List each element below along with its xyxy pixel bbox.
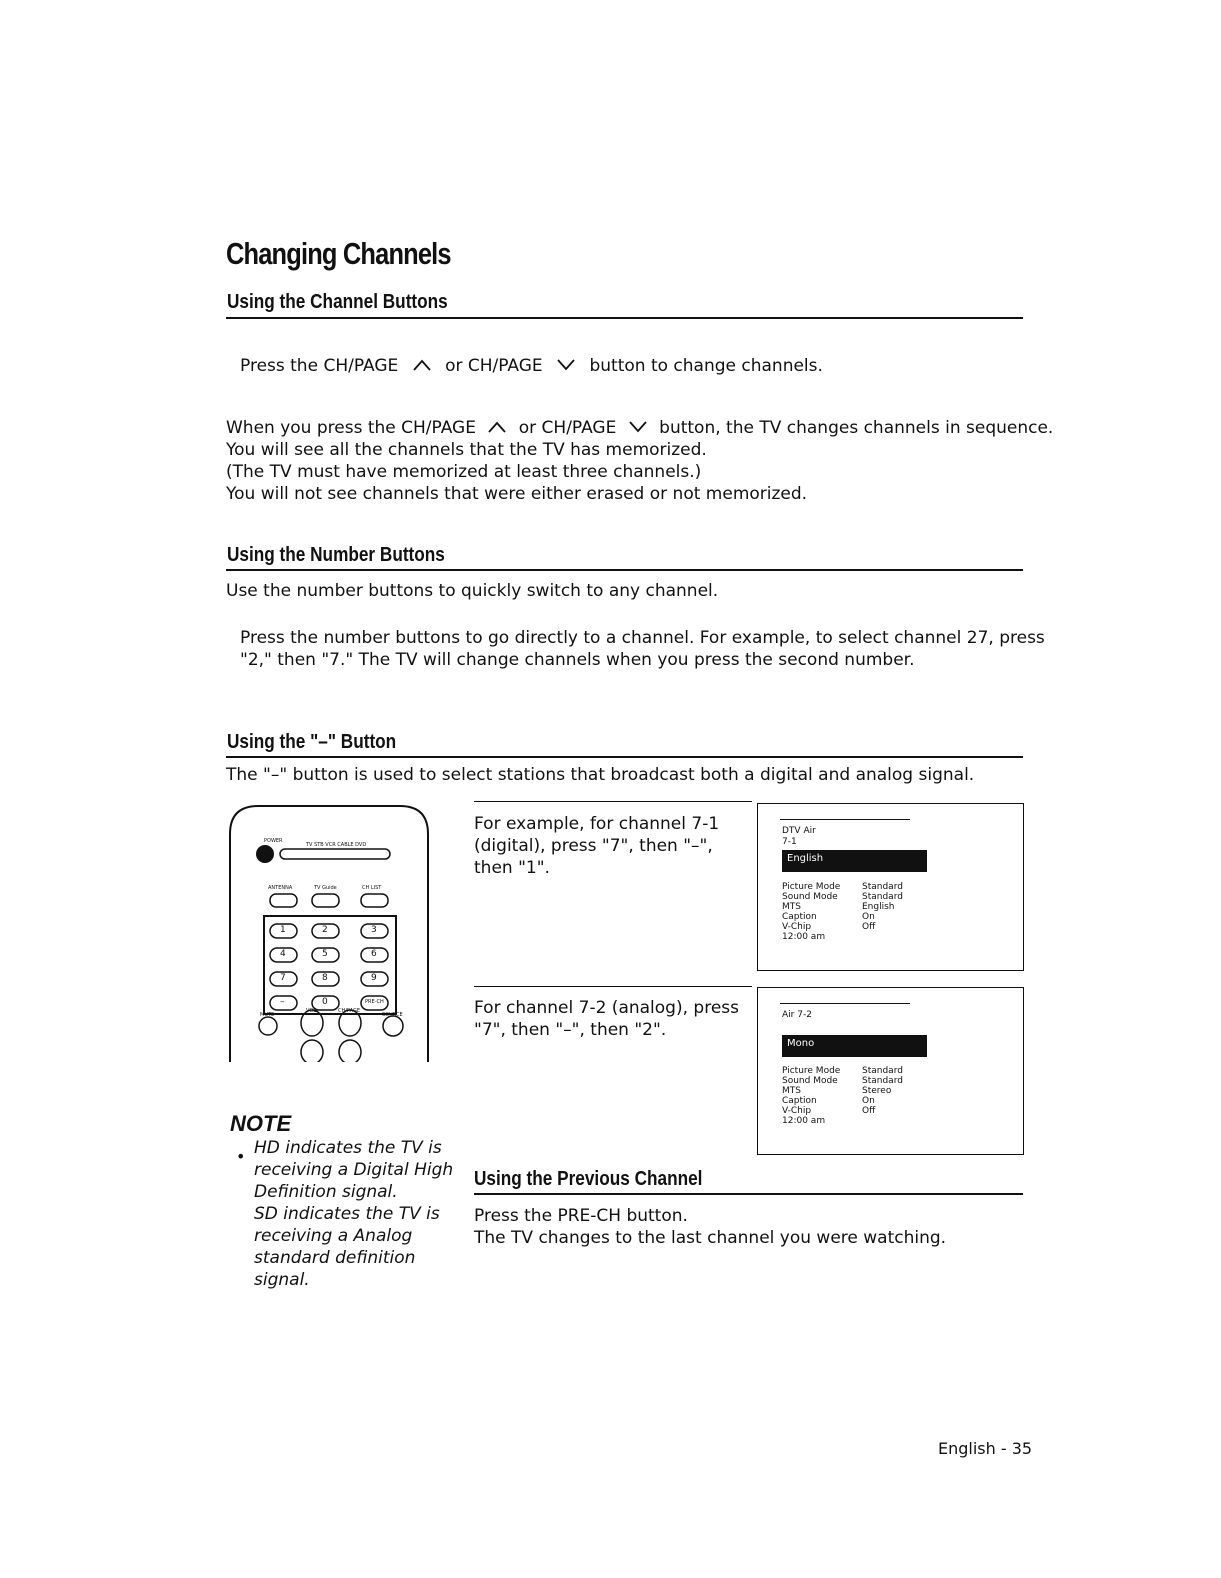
osd-value: Standard <box>862 1076 903 1086</box>
osd-value: On <box>862 912 875 922</box>
osd-label: V-Chip <box>782 922 812 932</box>
body-line: (The TV must have memorized at least three channels.) <box>226 462 702 482</box>
example-line: "7", then "–", then "2". <box>474 1020 667 1040</box>
body-part2: or CH/PAGE <box>518 418 617 438</box>
remote-key-1: 1 <box>280 925 286 935</box>
body-part1: When you press the CH/PAGE <box>226 418 476 438</box>
example-line: then "1". <box>474 858 550 878</box>
remote-key-9: 9 <box>371 973 377 983</box>
osd-label: V-Chip <box>782 1106 812 1116</box>
osd-rule <box>780 819 910 820</box>
note-line: receiving a Digital High <box>254 1160 454 1180</box>
note-line: Definition signal. <box>254 1182 398 1202</box>
remote-power-label: POWER <box>264 838 283 844</box>
osd-label: Picture Mode <box>782 882 841 892</box>
example-line: For example, for channel 7-1 <box>474 814 720 834</box>
channel-body <box>226 417 1053 505</box>
osd-value: English <box>862 902 895 912</box>
page-title: Changing Channels <box>226 236 451 271</box>
body-line <box>226 417 1053 439</box>
osd-value: Off <box>862 1106 876 1116</box>
number-intro: Use the number buttons to quickly switch to any channel. <box>226 581 719 601</box>
remote-key-5: 5 <box>322 949 328 959</box>
remote-key-prech: PRE-CH <box>365 999 384 1005</box>
osd-digital-screen <box>757 803 1024 971</box>
chevron-down-icon <box>556 355 576 377</box>
osd-channel: 7-1 <box>782 837 797 847</box>
instruction-line: Press the number buttons to go directly to a channel. For example, to select channel 27, press <box>240 628 1045 648</box>
body-line: Press the PRE-CH button. <box>474 1206 688 1226</box>
osd-label: Caption <box>782 1096 817 1106</box>
heading-channel-buttons: Using the Channel Buttons <box>227 291 448 313</box>
osd-label: Caption <box>782 912 817 922</box>
osd-label: MTS <box>782 1086 801 1096</box>
example-line: (digital), press "7", then "–", <box>474 836 713 856</box>
note-line: standard definition <box>254 1248 416 1268</box>
heading-number-buttons: Using the Number Buttons <box>227 544 445 566</box>
body-line: You will see all the channels that the TV has memorized. <box>226 440 707 460</box>
note-line: signal. <box>254 1270 310 1290</box>
note-title: NOTE <box>230 1111 292 1136</box>
remote-chlist-label: CH LIST <box>362 885 382 891</box>
note-line: HD indicates the TV is <box>254 1138 442 1158</box>
osd-audio-highlight: Mono <box>782 1035 927 1057</box>
instruction-part2: or CH/PAGE <box>445 356 543 376</box>
osd-audio-highlight: English <box>782 850 927 872</box>
remote-key-2: 2 <box>322 925 328 935</box>
osd-value: Off <box>862 922 876 932</box>
note-bullet: • <box>236 1147 246 1166</box>
example-rule <box>474 986 752 987</box>
example-rule <box>474 801 752 802</box>
note-line: SD indicates the TV is <box>254 1204 440 1224</box>
osd-source: Air 7-2 <box>782 1010 812 1020</box>
remote-vol-label: VOL <box>306 1008 317 1014</box>
number-instruction <box>240 627 1045 671</box>
example-line: For channel 7-2 (analog), press <box>474 998 739 1018</box>
page-number: English - 35 <box>938 1439 1033 1458</box>
osd-time: 12:00 am <box>782 1116 826 1126</box>
body-part3: button, the TV changes channels in sequence. <box>659 418 1054 438</box>
remote-mute-label: MUTE <box>260 1012 275 1018</box>
remote-mode-labels: TV STB VCR CABLE DVD <box>306 842 367 848</box>
remote-key-7: 7 <box>280 973 286 983</box>
osd-label: MTS <box>782 902 801 912</box>
remote-key-4: 4 <box>280 949 286 959</box>
osd-value: Stereo <box>862 1086 892 1096</box>
example-digital <box>474 813 719 879</box>
remote-key-3: 3 <box>371 925 377 935</box>
example-analog <box>474 997 739 1041</box>
heading-rule <box>226 569 1023 571</box>
remote-guide-label: TV Guide <box>314 885 337 891</box>
note-line: receiving a Analog <box>254 1226 413 1246</box>
chevron-down-icon <box>628 417 648 439</box>
osd-value: On <box>862 1096 875 1106</box>
remote-key-8: 8 <box>322 973 328 983</box>
osd-value: Standard <box>862 892 903 902</box>
osd-label: Sound Mode <box>782 1076 838 1086</box>
remote-key-6: 6 <box>371 949 377 959</box>
heading-rule <box>226 317 1023 319</box>
remote-key-dash: – <box>280 997 285 1007</box>
osd-value: Standard <box>862 882 903 892</box>
remote-source-label: SOURCE <box>382 1012 403 1018</box>
remote-ch-label: CH/PAGE <box>338 1008 360 1014</box>
remote-antenna-label: ANTENNA <box>268 885 293 891</box>
heading-rule <box>474 1193 1023 1195</box>
dash-intro: The "–" button is used to select stations that broadcast both a digital and analog signal. <box>226 765 975 785</box>
osd-time: 12:00 am <box>782 932 826 942</box>
chevron-up-icon <box>487 417 507 439</box>
osd-value: Standard <box>862 1066 903 1076</box>
instruction-line: "2," then "7." The TV will change channels when you press the second number. <box>240 650 915 670</box>
instruction-part1: Press the CH/PAGE <box>240 356 399 376</box>
osd-source: DTV Air <box>782 826 816 836</box>
channel-instruction <box>240 355 823 377</box>
osd-label: Sound Mode <box>782 892 838 902</box>
body-line: The TV changes to the last channel you were watching. <box>474 1228 947 1248</box>
instruction-part3: button to change channels. <box>589 356 823 376</box>
remote-key-0: 0 <box>322 997 328 1007</box>
chevron-up-icon <box>412 355 432 377</box>
osd-info-grid <box>782 1066 922 1126</box>
osd-analog-screen <box>757 987 1024 1155</box>
previous-channel-body <box>474 1205 946 1249</box>
heading-dash-button: Using the "–" Button <box>227 731 397 753</box>
heading-rule <box>226 756 1023 758</box>
osd-label: Picture Mode <box>782 1066 841 1076</box>
remote-illustration <box>228 804 430 1062</box>
heading-previous-channel: Using the Previous Channel <box>474 1168 703 1190</box>
osd-rule <box>780 1003 910 1004</box>
body-line: You will not see channels that were either erased or not memorized. <box>226 484 808 504</box>
note-body <box>254 1137 453 1291</box>
osd-info-grid <box>782 882 922 942</box>
